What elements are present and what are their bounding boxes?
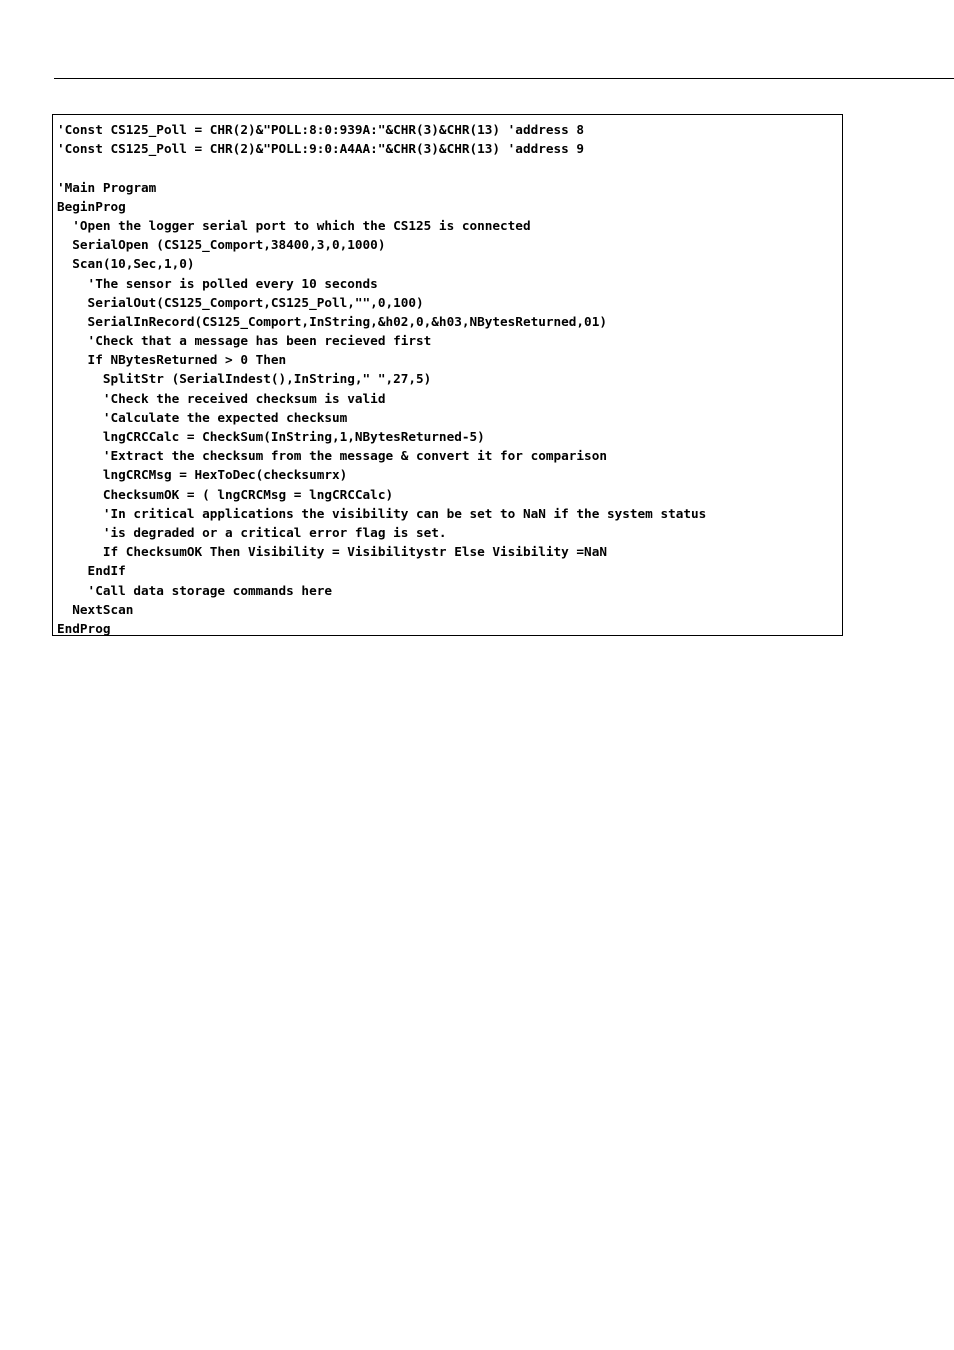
code-line: 'Const CS125_Poll = CHR(2)&"POLL:8:0:939A:"&CHR(3)&CHR(13) 'address 8 xyxy=(57,122,585,137)
code-line: 'Calculate the expected checksum xyxy=(57,409,348,425)
code-line: If ChecksumOK Then Visibility = Visibilitystr Else Visibility =NaN xyxy=(57,544,607,560)
code-line: 'is degraded or a critical error flag is set. xyxy=(57,524,447,540)
code-line: 'Extract the checksum from the message & convert it for comparison xyxy=(57,448,607,464)
code-line: 'Check the received checksum is valid xyxy=(57,390,386,406)
code-line: 'Const CS125_Poll = CHR(2)&"POLL:9:0:A4AA:"&CHR(3)&CHR(13) 'address 9 xyxy=(57,141,585,157)
code-line: BeginProg xyxy=(57,198,126,214)
code-line: NextScan xyxy=(57,601,134,617)
header-rule xyxy=(54,78,954,79)
code-line: 'Check that a message has been recieved first xyxy=(57,333,432,349)
code-line: SplitStr (SerialIndest(),InString," ",27,5) xyxy=(57,371,432,387)
code-line: 'Main Program xyxy=(57,179,157,195)
code-line: If NBytesReturned > 0 Then xyxy=(57,352,287,368)
code-line: 'Call data storage commands here xyxy=(57,582,332,598)
code-line: lngCRCMsg = HexToDec(checksumrx) xyxy=(57,467,348,483)
code-line: 'The sensor is polled every 10 seconds xyxy=(57,275,378,291)
code-line: 'Open the logger serial port to which the CS125 is connected xyxy=(57,217,531,233)
code-line: ChecksumOK = ( lngCRCMsg = lngCRCCalc) xyxy=(57,486,394,502)
code-line: Scan(10,Sec,1,0) xyxy=(57,256,195,272)
code-line: lngCRCCalc = CheckSum(InString,1,NBytesReturned-5) xyxy=(57,429,485,444)
code-line: SerialOpen (CS125_Comport,38400,3,0,1000) xyxy=(57,237,386,253)
code-line: SerialOut(CS125_Comport,CS125_Poll,"",0,100) xyxy=(57,294,424,310)
code-line: EndProg xyxy=(57,620,111,636)
code-listing-box xyxy=(52,114,843,636)
code-line xyxy=(57,158,842,177)
code-line: EndIf xyxy=(57,563,126,579)
code-line: SerialInRecord(CS125_Comport,InString,&h02,0,&h03,NBytesReturned,01) xyxy=(57,313,607,329)
code-line: 'In critical applications the visibility can be set to NaN if the system status xyxy=(57,505,707,521)
